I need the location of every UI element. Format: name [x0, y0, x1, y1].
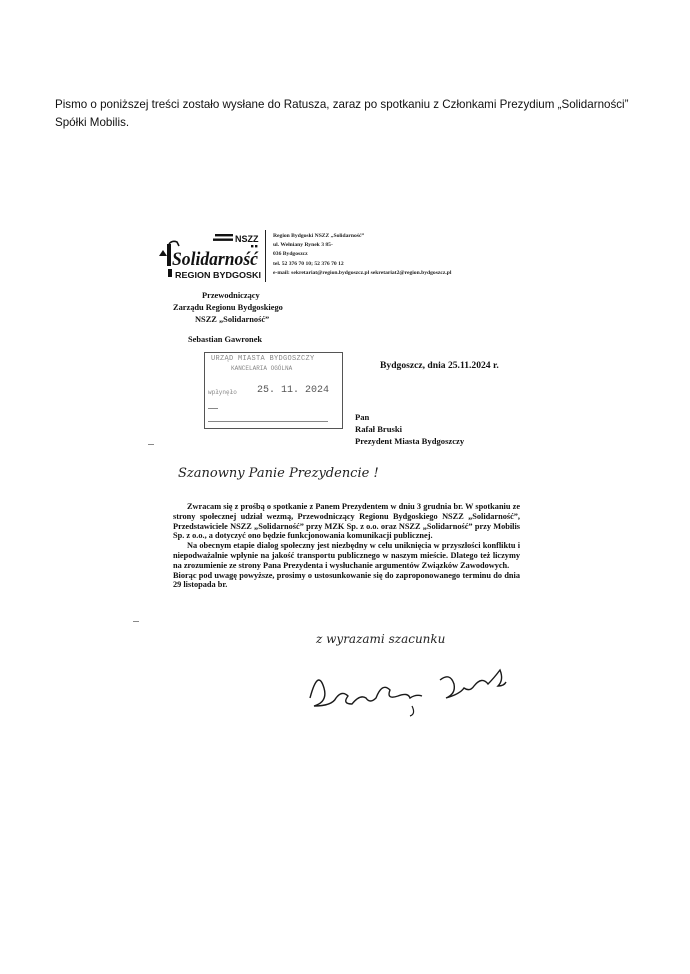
logo-region-text: REGION BYDGOSKI	[175, 270, 261, 280]
recipient-name: Rafał Bruski	[355, 424, 403, 434]
intro-text: Pismo o poniższej treści zostało wysłane do Ratusza, zaraz po spotkaniu z Członkami Prezydium „Solidarności” Spółki Mobilis.	[55, 98, 629, 129]
recipient-salutation: Pan	[355, 412, 370, 422]
sender-title-3: NSZZ „Solidarność”	[195, 315, 270, 324]
address-line: tel. 52 376 70 10; 52 376 70 12	[273, 260, 344, 267]
letterhead-address	[273, 232, 451, 278]
paragraph: Biorąc pod uwagę powyższe, prosimy o ustosunkowanie się do zaproponowanego terminu do dnia 29 listopada br.	[173, 570, 520, 590]
scan-mark	[133, 621, 139, 622]
sender-title-1: Przewodniczący	[202, 291, 260, 300]
stamp-rule	[208, 408, 218, 409]
handwritten-greeting: Szanowny Panie Prezydencie !	[178, 466, 379, 481]
address-line: Region Bydgoski NSZZ „Solidarność”	[273, 233, 365, 239]
scan-mark	[148, 444, 154, 445]
stamp-line-2: KANCELARIA OGÓLNA	[231, 365, 293, 372]
stamp-received-date: 25. 11. 2024	[257, 385, 330, 396]
received-stamp	[204, 352, 343, 429]
stamp-received-label: wpłynęło	[208, 389, 237, 396]
stamp-rule	[208, 421, 328, 422]
address-line: 036 Bydgoszcz	[273, 251, 308, 258]
handwritten-closing: z wyrazami szacunku	[316, 632, 446, 646]
date-line: Bydgoszcz, dnia 25.11.2024 r.	[380, 360, 499, 371]
sender-name: Sebastian Gawronek	[188, 335, 263, 344]
sender-title-2: Zarządu Regionu Bydgoskiego	[173, 303, 283, 312]
paragraph: Zwracam się z prośbą o spotkanie z Panem Prezydentem w dniu 3 grudnia br. W spotkaniu ze strony społecznej udział wezmą, Przewodniczący Regionu Bydgoskiego NSZZ „Solidarność”, Przedstawiciele NSZZ „Solidarność” przy MZK Sp. z o.o. oraz NSZZ „Solidarność” przy Mobilis Sp. z o.o., a dotyczyć ono będzie funkcjonowania komunikacji publicznej.	[173, 502, 520, 541]
signature-text: Sebastian Gawronek	[300, 658, 309, 659]
letterhead-divider	[265, 230, 266, 282]
recipient-title: Prezydent Miasta Bydgoszczy	[355, 436, 465, 446]
address-line: ul. Wełniany Rynek 3 85-	[273, 242, 333, 249]
solidarnosc-logo	[155, 230, 263, 282]
logo-wordmark: Solidarność	[172, 249, 259, 270]
logo-union-text: NSZZ	[235, 234, 259, 244]
stamp-line-1: URZĄD MIASTA BYDGOSZCZY	[211, 355, 315, 363]
signature	[300, 658, 525, 718]
letter-body	[173, 502, 520, 590]
address-line: e-mail: sekretariat@region.bydgoszcz.pl sekretariat2@region.bydgoszcz.pl	[273, 269, 452, 276]
paragraph: Na obecnym etapie dialog społeczny jest niezbędny w celu uniknięcia w przyszłości konfliktu i niepodważalnie wpłynie na jakość transportu publicznego w naszym mieście. Dlatego też liczymy na zrozumienie ze strony Pana Prezydenta i wysłuchanie argumentów Związków Zawodowych.	[173, 541, 520, 570]
